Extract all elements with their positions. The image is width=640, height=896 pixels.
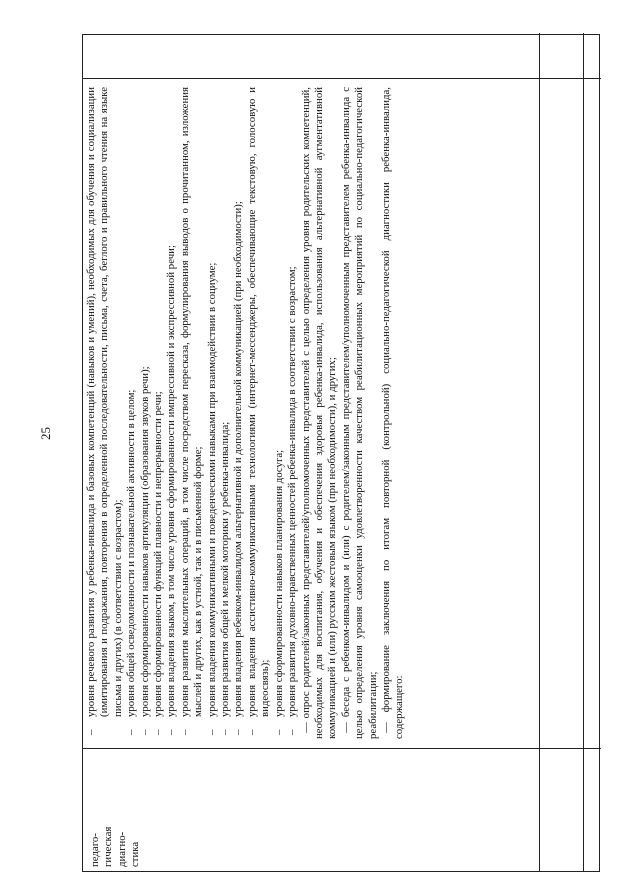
dash-marker: – [138, 729, 151, 735]
criteria-text: уровня сформированности навыков планирования досуга; [272, 449, 285, 717]
criteria-item [85, 87, 125, 739]
table-frame [82, 34, 600, 872]
criteria-text: уровня общей осведомленности и познавательной активности в целом; [125, 389, 138, 717]
dash-marker: – [245, 729, 258, 735]
criteria-text: уровня развития общей и мелкой моторики у ребенка-инвалида; [219, 421, 232, 717]
criteria-text: уровня развития мыслительных операций, в том числе посредством пересказа, формулирования выводов о прочитанном, изложения мыслей и других, как в устной, так и в письменной форме; [178, 87, 205, 717]
dash-marker: – [85, 729, 97, 735]
criteria-text: уровня владения ребенком-инвалидом альтернативной и дополнительной коммуникацией (при необходимости); [232, 201, 245, 717]
dash-marker: – [219, 729, 232, 735]
criteria-item [286, 87, 299, 739]
criteria-item [179, 87, 206, 739]
criteria-item [219, 87, 232, 739]
paragraph: — беседа с ребенком-инвалидом и (или) с родителем/законным представителем/уполномоченным представителем ребенка-инвалида с целью определения уровня самооценки удовлетворенности качеством реабилитационных мероприятий по социально-педагогической реабилитации; [339, 87, 379, 739]
criteria-text: уровня владения коммуникативными и поведенческими навыками при взаимодействии в социуме; [205, 262, 218, 717]
row-divider-1 [539, 33, 540, 871]
paragraph: — формирование заключения по итогам повторной (контрольной) социально-педагогической диагностики ребенка-инвалида, содержащего: [379, 87, 406, 739]
paragraph-list [300, 87, 407, 739]
dash-marker: – [125, 729, 138, 735]
dash-marker: – [178, 729, 191, 735]
criteria-item [206, 87, 219, 739]
dash-marker: – [232, 729, 245, 735]
criteria-text: уровня речевого развития у ребенка-инвалида и базовых компетенций (навыков и умений), необходимых для обучения и социализации (имитирования и подражания, повторения в определенной последовательности, письма, счета, беглого и правильного чтения на языке письма и других) (в соответствии с возрастом); [85, 87, 124, 717]
dash-marker: – [152, 729, 165, 735]
criteria-text: уровня сформированности навыков артикуляции (образования звуков речи); [138, 366, 151, 717]
row-divider-2 [583, 33, 584, 871]
dash-marker: – [286, 729, 299, 735]
criteria-item [139, 87, 152, 739]
paragraph: — опрос родителей/законных представителей/уполномоченных представителей с целью определения уровня родительских компетенций, необходимых для воспитания, обучения и обеспечения здоровья ребенка-инвалида, использования альтернативной аугментативной коммуникацией и (или) русским жестовым языком (при необходимости), и других; [299, 87, 339, 739]
criteria-item [125, 87, 138, 739]
criteria-text: уровня развития духовно-нравственных ценностей ребенка-инвалида в соответствии с возрастом; [286, 266, 299, 717]
document-table [82, 34, 600, 872]
criteria-item [246, 87, 273, 739]
row-label: педаго- гическая диагно- стика [89, 826, 142, 867]
criteria-list [85, 87, 300, 739]
criteria-text: уровня сформированности функций плавности и непрерывности речи; [152, 391, 165, 717]
criteria-item [273, 87, 286, 739]
criteria-text: уровня владения языком, в том числе уровня сформированности импрессивной и экспрессивной речи; [165, 245, 178, 717]
criteria-item [232, 87, 245, 739]
right-cell-divider [83, 78, 601, 79]
page-number: 25 [38, 427, 53, 440]
dash-marker: – [165, 729, 178, 735]
criteria-text: уровня владения ассистивно-коммуникативными технологиями (интернет-мессенджеры, обеспечивающие текстовую, голосовую и видеосвязь); [245, 87, 272, 717]
criteria-item [152, 87, 165, 739]
dash-marker: – [205, 729, 218, 735]
criteria-item [165, 87, 178, 739]
column-divider [83, 748, 601, 749]
dash-marker: – [272, 729, 285, 735]
cell-content [85, 87, 407, 739]
